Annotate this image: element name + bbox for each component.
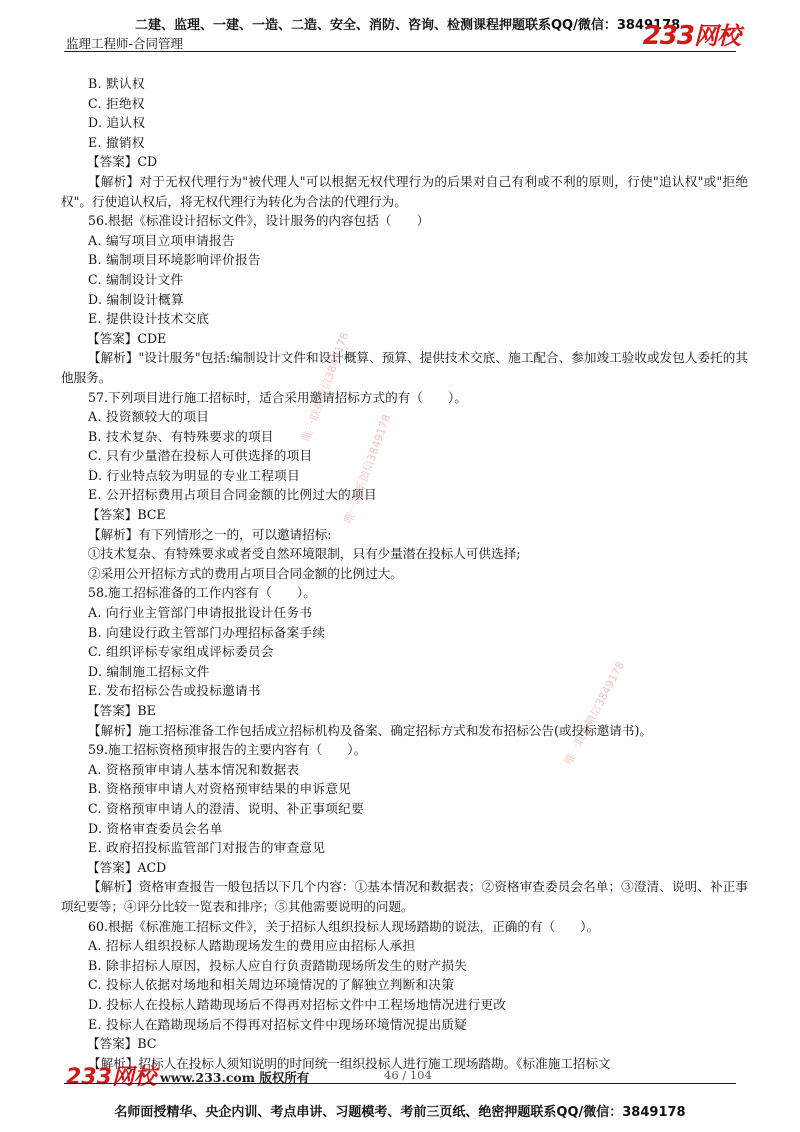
footer-logo <box>66 1060 156 1091</box>
answer-option: E. 撤销权 <box>88 134 145 150</box>
answer-key: 【答案】BE <box>87 703 156 718</box>
answer-option: C. 只有少量潜在投标人可供选择的项目 <box>88 448 313 464</box>
analysis-text: 【解析】资格审查报告一般包括以下几个内容：①基本情况和数据表；②资格审查委员会名单；③澄清、说明、补正事项纪要等；④评分比较一览表和排序；⑤其他需要说明的问题。 <box>61 879 748 914</box>
watermark: 唯一联系微信3849178 <box>341 412 394 526</box>
answer-option: D. 资格审查委员会名单 <box>88 820 223 836</box>
answer-option: C. 资格预审申请人的澄清、说明、补正事项纪要 <box>88 800 364 816</box>
answer-option: D. 行业特点较为明显的专业工程项目 <box>88 467 300 483</box>
page-number: 46 / 104 <box>384 1068 432 1082</box>
header-promo: 二建、监理、一建、一造、二造、安全、消防、咨询、检测课程押题联系QQ/微信：3849178 <box>135 18 681 33</box>
document-body <box>61 74 748 1073</box>
answer-option: C. 编制设计文件 <box>88 271 184 287</box>
answer-option: A. 投资额较大的项目 <box>88 409 210 425</box>
answer-option: B. 向建设行政主管部门办理招标备案手续 <box>88 624 326 640</box>
answer-option: B. 编制项目环境影响评价报告 <box>88 252 261 268</box>
analysis-point: ①技术复杂、有特殊要求或者受自然环境限制，只有少量潜在投标人可供选择; <box>88 546 521 562</box>
answer-option: B. 除非招标人原因，投标人应自行负责踏勘现场所发生的财产损失 <box>88 957 468 973</box>
footer-logo-text: 网校 <box>111 1065 156 1090</box>
question-stem: 59.施工招标资格预审报告的主要内容有（ ）。 <box>88 742 367 758</box>
question-stem: 58.施工招标准备的工作内容有（ ）。 <box>88 585 316 601</box>
answer-option: D. 编制施工招标文件 <box>88 663 210 679</box>
question-stem: 60.根据《标准施工招标文件》，关于招标人组织投标人现场踏勘的说法，正确的有（ ）。 <box>88 918 600 934</box>
analysis-text: 【解析】招标人在投标人须知说明的时间统一组织投标人进行施工现场踏勘。《标准施工招标文 <box>88 1055 611 1071</box>
analysis-text: 【解析】"设计服务"包括:编制设计文件和设计概算、预算、提供技术交底、施工配合、参加竣工验收或发包人委托的其他服务。 <box>61 350 748 385</box>
answer-option: E. 投标人在踏勘现场后不得再对招标文件中现场环境情况提出质疑 <box>88 1016 468 1032</box>
footer-logo-number: 233 <box>66 1065 112 1090</box>
answer-key: 【答案】CDE <box>87 330 167 346</box>
brand-logo <box>643 16 740 51</box>
watermark: 唯一联系微信3849178 <box>561 659 628 768</box>
logo-number: 233 <box>642 21 694 51</box>
answer-option: E. 政府招投标监管部门对报告的审查意见 <box>88 840 326 856</box>
header-divider <box>64 51 736 52</box>
answer-option: B. 资格预审申请人对资格预审结果的申诉意见 <box>88 781 352 797</box>
answer-option: E. 发布招标公告或投标邀请书 <box>88 683 261 699</box>
answer-key: 【答案】BC <box>87 1036 157 1052</box>
answer-option: C. 拒绝权 <box>88 95 145 111</box>
answer-key: 【答案】CD <box>87 154 158 170</box>
logo-text: 网校 <box>694 22 740 50</box>
answer-option: E. 提供设计技术交底 <box>88 311 210 327</box>
answer-option: D. 编制设计概算 <box>88 291 184 307</box>
answer-key: 【答案】ACD <box>87 859 167 875</box>
footer-promo: 名师面授精华、央企内训、考点串讲、习题模考、考前三页纸、绝密押题联系QQ/微信：3849178 <box>114 1105 686 1120</box>
analysis-text: 【解析】有下列情形之一的，可以邀请招标: <box>88 526 332 542</box>
answer-option: E. 公开招标费用占项目合同金额的比例过大的项目 <box>88 487 377 503</box>
answer-key: 【答案】BCE <box>87 507 166 523</box>
footer-divider <box>64 1083 736 1084</box>
answer-option: D. 投标人在投标人踏勘现场后不得再对招标文件中工程场地情况进行更改 <box>88 996 507 1012</box>
watermark: 唯一联系微信3849178 <box>299 330 352 444</box>
analysis-text: 【解析】施工招标准备工作包括成立招标机构及备案、确定招标方式和发布招标公告(或投标邀请书)。 <box>88 722 652 738</box>
answer-option: C. 投标人依据对场地和相关周边环境情况的了解独立判断和决策 <box>88 977 455 993</box>
answer-option: B. 技术复杂、有特殊要求的项目 <box>88 428 274 444</box>
answer-option: A. 招标人组织投标人踏勘现场发生的费用应由招标人承担 <box>88 938 416 954</box>
answer-option: A. 向行业主管部门申请报批设计任务书 <box>88 605 313 621</box>
question-stem: 57.下列项目进行施工招标时，适合采用邀请招标方式的有（ ）。 <box>88 389 467 405</box>
question-stem: 56.根据《标准设计招标文件》，设计服务的内容包括（ ） <box>88 213 430 229</box>
answer-option: A. 编写项目立项申请报告 <box>88 232 235 248</box>
answer-option: D. 追认权 <box>88 115 146 131</box>
answer-option: C. 组织评标专家组成评标委员会 <box>88 644 274 660</box>
footer-site: www.233.com 版权所有 <box>160 1070 310 1085</box>
answer-option: B. 默认权 <box>88 76 145 91</box>
analysis-point: ②采用公开招标方式的费用占项目合同金额的比例过大。 <box>88 565 403 581</box>
answer-option: A. 资格预审申请人基本情况和数据表 <box>88 761 300 777</box>
header-subject: 监理工程师-合同管理 <box>66 36 184 51</box>
analysis-text: 【解析】对于无权代理行为"被代理人"可以根据无权代理行为的后果对自己有利或不利的原则，行使"追认权"或"拒绝权"。行使追认权后，将无权代理行为转化为合法的代理行为。 <box>61 173 748 209</box>
